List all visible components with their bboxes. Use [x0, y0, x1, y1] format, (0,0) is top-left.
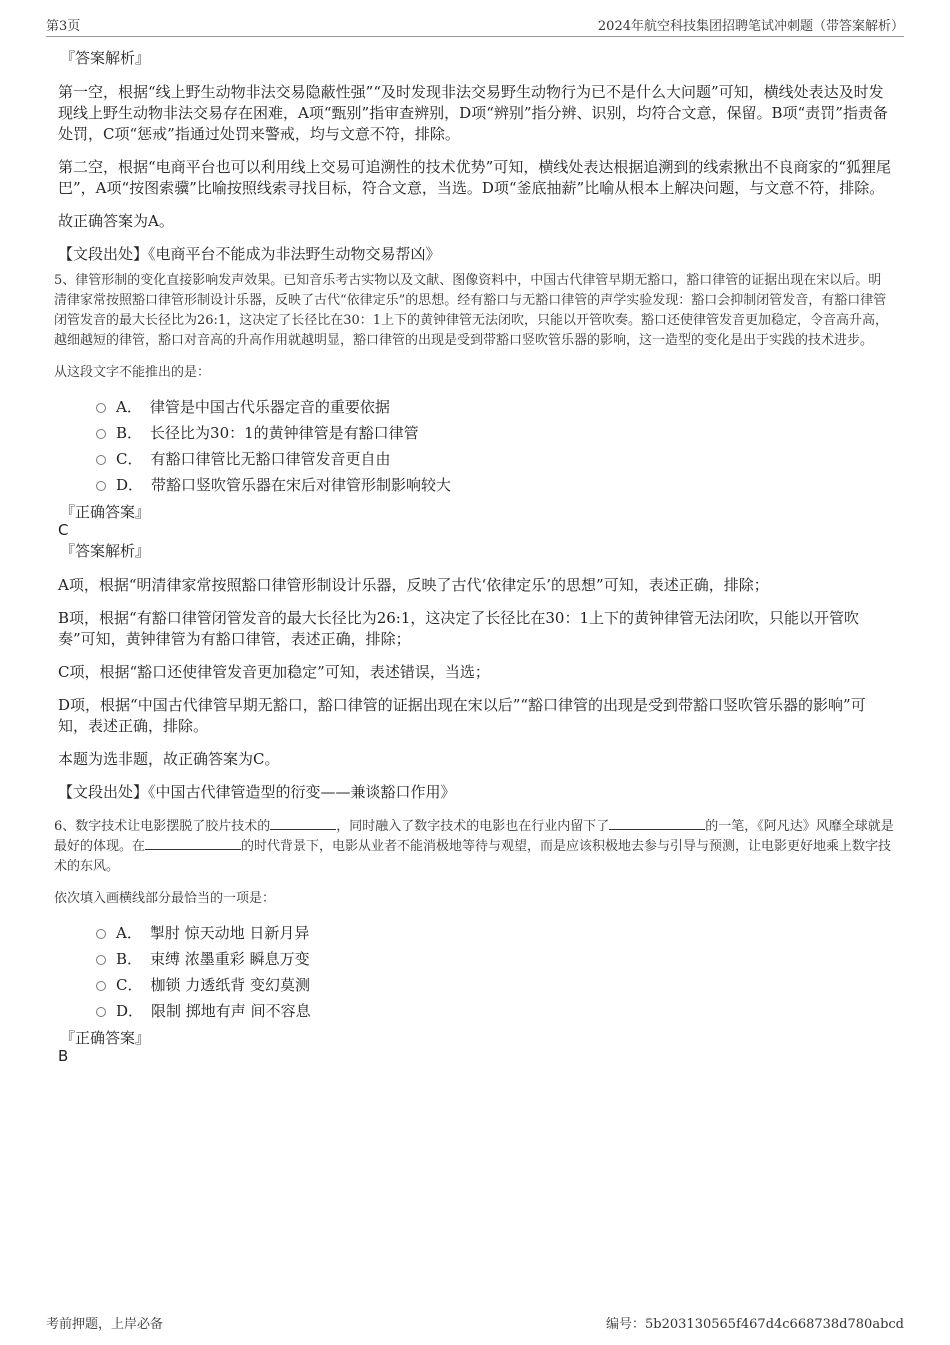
q6-question [54, 817, 894, 877]
q5-question: 5、律管形制的变化直接影响发声效果。已知音乐考古实物以及文献、图像资料中，中国古代律管早期无豁口，豁口律管的证据出现在宋以后。明清律家常按照豁口律管形制设计乐器，反映了古代“依律定乐”的思想。经有豁口与无豁口律管的声学实验发现：豁口会抑制闭管发音，有豁口律管闭管发音的最大长径比为26:1，这决定了长径比在30：1上下的黄钟律管无法闭吹，只能以开管吹奏。豁口还使律管发音更加稳定，令音高升高，越细越短的律管，豁口对音高的升高作用就越明显，豁口律管的出现是受到带豁口竖吹管乐器的影响，这一造型的变化是出于实践的技术进步。 [54, 273, 889, 348]
q5-analysis-para: C项，根据“豁口还使律管发音更加稳定”可知，表述错误，当选； [58, 663, 490, 681]
option-letter: B． [116, 423, 143, 442]
document-id: 编号：5b203130565f467d4c668738d780abcd [606, 1317, 904, 1332]
page-header [46, 14, 904, 37]
page-number: 第3页 [46, 19, 81, 34]
q6-text: 6、数字技术让电影摆脱了胶片技术的 [54, 819, 271, 834]
q5-analysis-para: A项，根据“明清律家常按照豁口律管形制设计乐器，反映了古代‘依律定乐’的思想”可知，表述正确，排除； [58, 576, 769, 594]
page-content [56, 48, 894, 1067]
option-text: 带豁口竖吹管乐器在宋后对律管形制影响较大 [151, 475, 452, 494]
q5-analysis-para: D项，根据“中国古代律管早期无豁口，豁口律管的证据出现在宋以后”“豁口律管的出现是受到带豁口竖吹管乐器的影响”可知，表述正确，排除。 [58, 696, 866, 735]
document-title: 2024年航空科技集团招聘笔试冲刺题（带答案解析） [597, 19, 904, 34]
q6-prompt: 依次填入画横线部分最恰当的一项是： [54, 891, 276, 906]
page-footer [46, 1313, 904, 1332]
option-text: 限制 掷地有声 间不容息 [151, 1001, 311, 1020]
option-letter: B． [116, 949, 143, 968]
radio-button-icon[interactable] [96, 981, 106, 991]
q6-options [96, 919, 894, 1023]
q6-option-c[interactable] [96, 971, 894, 997]
q4-analysis-para: 故正确答案为A。 [58, 212, 174, 230]
radio-button-icon[interactable] [96, 929, 106, 939]
q6-option-a[interactable] [96, 919, 894, 945]
q5-analysis-label: 『答案解析』 [60, 542, 151, 560]
option-letter: A． [116, 923, 142, 942]
q5-option-c[interactable] [96, 445, 894, 471]
q5-option-b[interactable] [96, 419, 894, 445]
option-letter: A． [116, 397, 142, 416]
q5-prompt: 从这段文字不能推出的是： [54, 365, 211, 380]
q5-source: 【文段出处】《中国古代律管造型的衍变——兼谈豁口作用》 [58, 783, 456, 801]
q5-analysis-para: B项，根据“有豁口律管闭管发音的最大长径比为26:1，这决定了长径比在30：1上下的黄钟律管无法闭吹，只能以开管吹奏”可知，黄钟律管为有豁口律管，表述正确，排除； [58, 609, 860, 648]
q5-analysis-para: 本题为选非题，故正确答案为C。 [58, 750, 280, 768]
q5-option-a[interactable] [96, 393, 894, 419]
q6-option-b[interactable] [96, 945, 894, 971]
q6-text: 的一笔，《阿凡达》风靡全球就是最好的体现。在 [54, 819, 894, 854]
fill-blank [145, 837, 241, 850]
option-letter: C． [116, 975, 143, 994]
q5-options [96, 393, 894, 497]
q5-option-d[interactable] [96, 471, 894, 497]
q6-text: 的时代背景下，电影从业者不能消极地等待与观望，而是应该积极地去参与引导与预测，让电影更好地乘上数字技术的东风。 [54, 839, 892, 874]
q5-answer-label: 『正确答案』 [60, 503, 151, 521]
radio-button-icon[interactable] [96, 403, 106, 413]
q4-analysis-para: 第一空，根据“线上野生动物非法交易隐蔽性强”“及时发现非法交易野生动物行为已不是什么大问题”可知，横线处表达及时发现线上野生动物非法交易存在困难，A项“甄别”指审查辨别，D项“辨别”指分辨、识别，均符合文意，保留。B项“责罚”指责备处罚，C项“惩戒”指通过处罚来警戒，均与文意不符，排除。 [58, 83, 888, 143]
radio-button-icon[interactable] [96, 481, 106, 491]
q6-option-d[interactable] [96, 997, 894, 1023]
q4-source: 【文段出处】《电商平台不能成为非法野生动物交易帮凶》 [58, 245, 441, 263]
fill-blank [609, 817, 705, 830]
footer-slogan: 考前押题，上岸必备 [46, 1317, 164, 1332]
option-letter: D． [116, 1001, 144, 1020]
q4-analysis-label: 『答案解析』 [60, 49, 151, 67]
option-text: 长径比为30：1的黄钟律管是有豁口律管 [150, 423, 419, 442]
q5-answer: C [58, 521, 69, 539]
option-text: 枷锁 力透纸背 变幻莫测 [150, 975, 311, 994]
radio-button-icon[interactable] [96, 455, 106, 465]
q6-answer: B [58, 1047, 69, 1065]
option-letter: C． [116, 449, 143, 468]
fill-blank [270, 817, 336, 830]
option-text: 掣肘 惊天动地 日新月异 [149, 923, 310, 942]
option-text: 律管是中国古代乐器定音的重要依据 [149, 397, 390, 416]
radio-button-icon[interactable] [96, 429, 106, 439]
option-text: 有豁口律管比无豁口律管发音更自由 [150, 449, 391, 468]
option-letter: D． [116, 475, 144, 494]
radio-button-icon[interactable] [96, 955, 106, 965]
radio-button-icon[interactable] [96, 1007, 106, 1017]
q6-text: ，同时融入了数字技术的电影也在行业内留下了 [336, 819, 610, 834]
q4-analysis-para: 第二空，根据“电商平台也可以利用线上交易可追溯性的技术优势”可知，横线处表达根据追溯到的线索揪出不良商家的“狐狸尾巴”，A项“按图索骥”比喻按照线索寻找目标，符合文意，当选。D项“釜底抽薪”比喻从根本上解决问题，与文意不符，排除。 [58, 158, 892, 197]
option-text: 束缚 浓墨重彩 瞬息万变 [150, 949, 310, 968]
q6-answer-label: 『正确答案』 [60, 1029, 151, 1047]
